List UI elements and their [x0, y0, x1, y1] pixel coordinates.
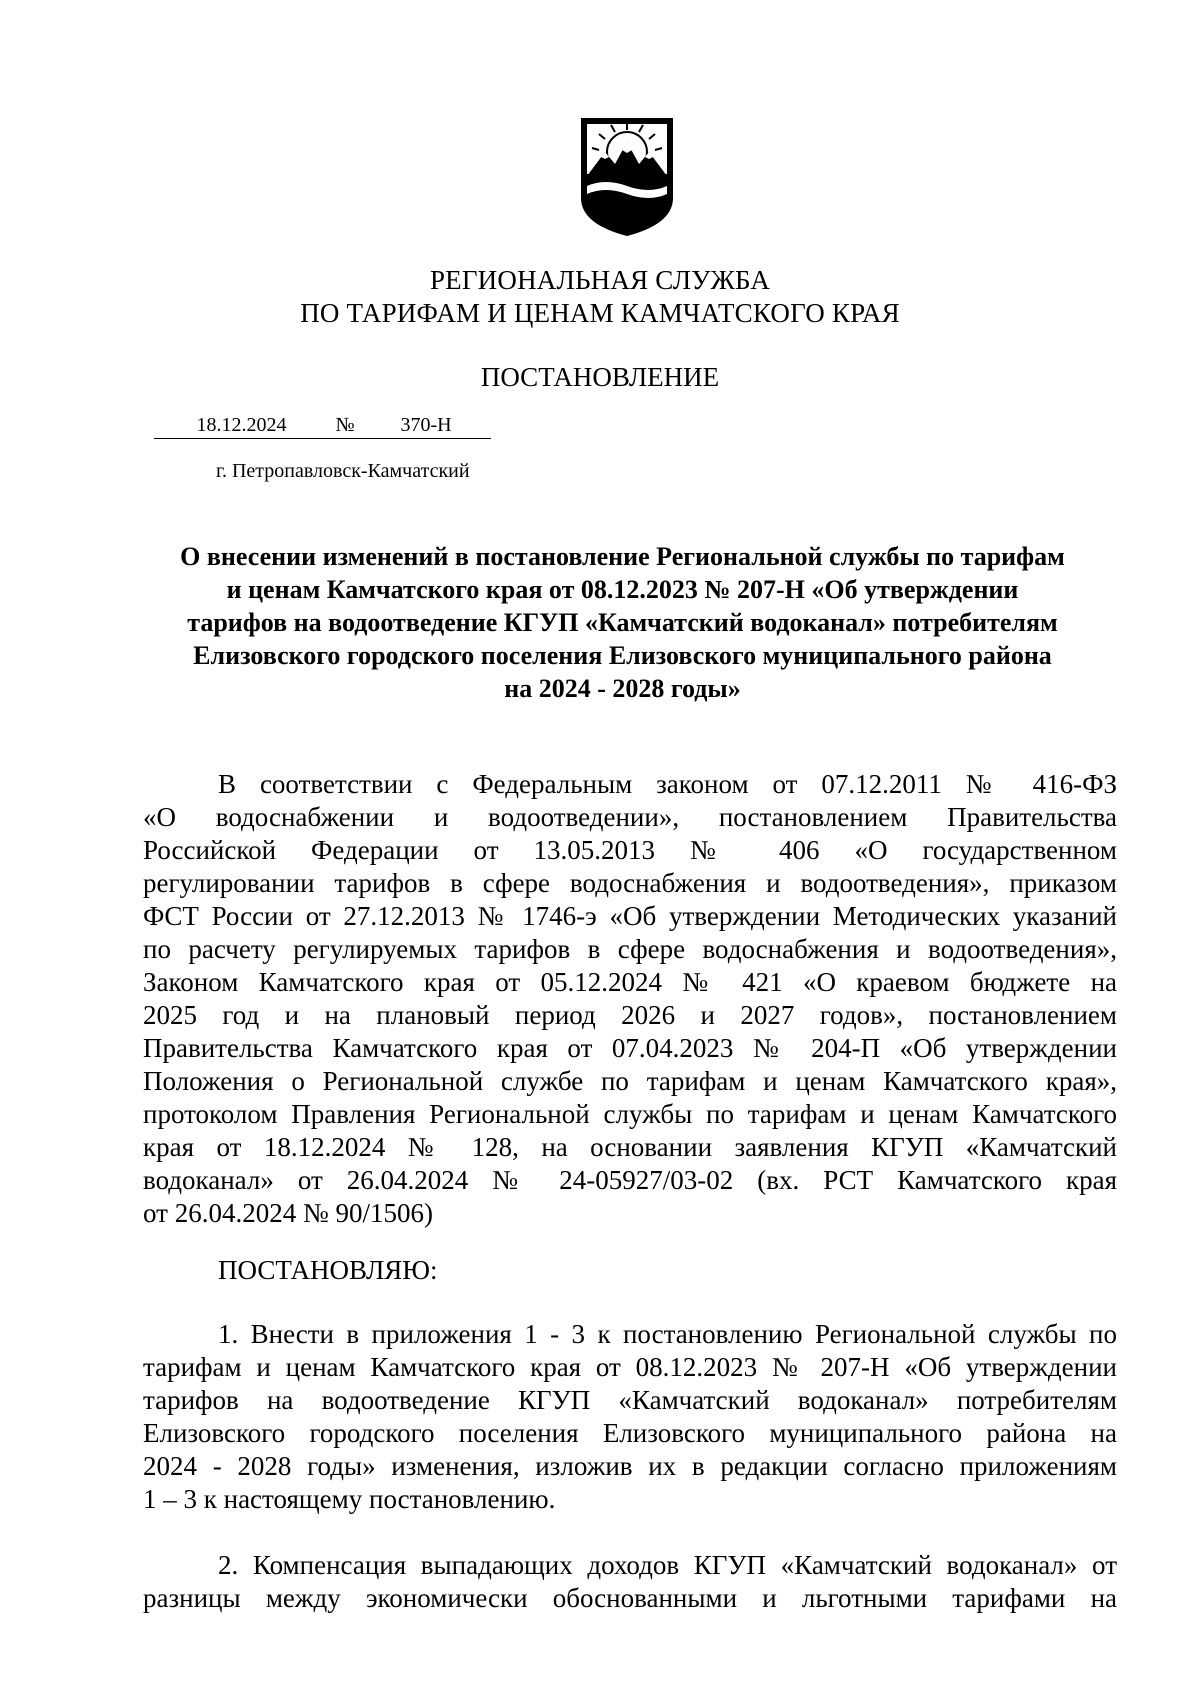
- organization-name-line1: РЕГИОНАЛЬНАЯ СЛУЖБА: [429, 265, 771, 295]
- document-number: 370-Н: [361, 412, 491, 439]
- organization-name-line2: ПО ТАРИФАМ И ЦЕНАМ КАМЧАТСКОГО КРАЯ: [300, 298, 900, 328]
- coat-of-arms-icon: [575, 112, 679, 238]
- item-1-paragraph: [143, 1318, 1117, 1516]
- paragraph-line: тарифов на водоотведение КГУП «Камчатский водоканал» потребителям: [143, 1385, 1117, 1415]
- paragraph-line: разницы между экономически обоснованными и льготными тарифами на: [143, 1583, 1117, 1613]
- paragraph-line: Российской Федерации от 13.05.2013 № 406 «О государственном: [143, 835, 1117, 865]
- title-line: на 2024 - 2028 годы»: [504, 674, 741, 703]
- paragraph-line: по расчету регулируемых тарифов в сфере водоснабжения и водоотведения»,: [143, 934, 1117, 964]
- paragraph-line: регулировании тарифов в сфере водоснабжения и водоотведения», приказом: [143, 868, 1117, 898]
- paragraph-line: Елизовского городского поселения Елизовского муниципального района на: [143, 1418, 1117, 1448]
- paragraph-line: 2025 год и на плановый период 2026 и 2027 годов», постановлением: [143, 1000, 1117, 1030]
- number-sign: №: [329, 412, 361, 439]
- paragraph-line: 1 – 3 к настоящему постановлению.: [143, 1484, 556, 1514]
- paragraph-line: В соответствии с Федеральным законом от 07.12.2011 № 416-ФЗ: [218, 769, 1117, 799]
- paragraph-line: водоканал» от 26.04.2024 № 24-05927/03-02 (вх. РСТ Камчатского края: [143, 1165, 1117, 1195]
- date-number-row: [154, 412, 491, 439]
- paragraph-line: 1. Внести в приложения 1 - 3 к постановлению Региональной службы по: [218, 1319, 1117, 1349]
- paragraph-line: Положения о Региональной службе по тарифам и ценам Камчатского края»,: [143, 1066, 1117, 1096]
- paragraph-line: ФСТ России от 27.12.2013 № 1746-э «Об утверждении Методических указаний: [143, 901, 1117, 931]
- decree-word: ПОСТАНОВЛЯЮ:: [218, 1255, 438, 1285]
- title-line: и ценам Камчатского края от 08.12.2023 № 207-Н «Об утверждении: [226, 575, 1019, 604]
- paragraph-line: протоколом Правления Региональной службы по тарифам и ценам Камчатского: [143, 1099, 1117, 1129]
- preamble-paragraph: [143, 768, 1117, 1230]
- document-type: ПОСТАНОВЛЕНИЕ: [480, 362, 720, 392]
- paragraph-line: «О водоснабжении и водоотведении», постановлением Правительства: [143, 802, 1117, 832]
- paragraph-line: от 26.04.2024 № 90/1506): [143, 1198, 433, 1228]
- document-date: 18.12.2024: [154, 412, 329, 439]
- title-line: О внесении изменений в постановление Региональной службы по тарифам: [180, 542, 1065, 571]
- paragraph-line: тарифам и ценам Камчатского края от 08.12.2023 № 207-Н «Об утверждении: [143, 1352, 1117, 1382]
- document-title: [130, 540, 1115, 705]
- paragraph-line: Законом Камчатского края от 05.12.2024 № 421 «О краевом бюджете на: [143, 967, 1117, 997]
- city-name: г. Петропавловск-Камчатский: [216, 460, 470, 482]
- paragraph-line: 2024 - 2028 годы» изменения, изложив их в редакции согласно приложениям: [143, 1451, 1117, 1481]
- paragraph-line: 2. Компенсация выпадающих доходов КГУП «Камчатский водоканал» от: [218, 1550, 1117, 1580]
- paragraph-line: края от 18.12.2024 № 128, на основании заявления КГУП «Камчатский: [143, 1132, 1117, 1162]
- title-line: Елизовского городского поселения Елизовского муниципального района: [193, 641, 1052, 670]
- paragraph-line: Правительства Камчатского края от 07.04.2023 № 204-П «Об утверждении: [143, 1033, 1117, 1063]
- item-2-paragraph: [143, 1549, 1117, 1615]
- title-line: тарифов на водоотведение КГУП «Камчатский водоканал» потребителям: [187, 608, 1058, 637]
